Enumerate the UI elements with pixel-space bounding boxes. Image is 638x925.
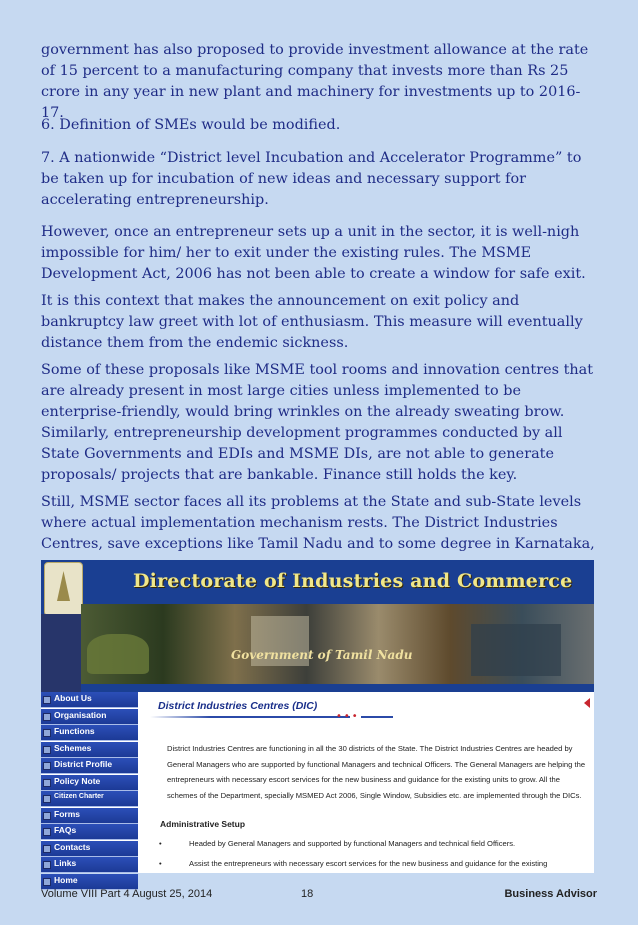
- site-content: District Industries Centres (DIC) ••• District Industries Centres are functioning in all the 30 districts of the State. The District Industries Centres are headed by General Managers who are supported by functional Managers and technical Officers. The General Managers are helping the entrepreneurs with necessary escort services for the new business and guidance for the existing units to grow. All the schemes of the Department, specially MSMED Act 2006, Single Window, Subsidies etc. are implemented through the DICs. Administrative Setup • Headed by General Managers and supported by functional Managers and technical field Officers. • Assist the entrepreneurs with necessary escort services for the new business and guidance for the existing: [146, 692, 594, 873]
- site-sidebar-nav: [41, 692, 138, 885]
- paragraph-proposals: Some of these proposals like MSME tool rooms and innovation centres that are already present in most large cities unless implemented to be enterprise-friendly, would bring wrinkles on the already sweating brow. Similarly, entrepreneurship development programmes conducted by all State Governments and EDIs and MSME DIs, are not able to generate proposals/ projects that are bankable. Finance still holds the key.: [41, 362, 593, 483]
- paragraph-investment-allowance: government has also proposed to provide investment allowance at the rate of 15 percent to a manufacturing company that invests more than Rs 25 crore in any year in new plant and machinery for investments up to 2016-17.: [41, 42, 589, 121]
- sidebar-item-label: Contacts: [54, 841, 91, 852]
- sidebar-item-label: Forms: [54, 808, 80, 819]
- paragraph-state-levels: Still, MSME sector faces all its problems at the State and sub-State levels where actual implementation mechanism rests. The District Industries Centres, save exceptions like Tamil Nadu and to some degree in Karnataka,: [41, 494, 595, 552]
- sidebar-item-functions[interactable]: [41, 725, 138, 741]
- paragraph-exit-rules: However, once an entrepreneur sets up a unit in the sector, it is well-nigh impossible for him/ her to exit under the existing rules. The MSME Development Act, 2006 has not been able to create a window for safe exit.: [41, 224, 586, 282]
- sidebar-item-policy-note[interactable]: [41, 775, 138, 791]
- sidebar-item-label: Schemes: [54, 742, 92, 753]
- scroll-arrow-icon[interactable]: [582, 697, 592, 709]
- footer-page-number: 18: [301, 888, 314, 900]
- website-screenshot: [41, 560, 594, 885]
- sidebar-item-citizen-charter[interactable]: [41, 791, 138, 807]
- sidebar-item-schemes[interactable]: [41, 742, 138, 758]
- sidebar-item-organisation[interactable]: [41, 709, 138, 725]
- paragraph-incubation-programme: 7. A nationwide “District level Incubation and Accelerator Programme” to be taken up for incubation of new ideas and necessary support for accelerating entrepreneurship.: [41, 150, 582, 208]
- page-footer: [41, 888, 597, 906]
- sidebar-item-label: District Profile: [54, 759, 113, 769]
- banner-subtitle: Government of Tamil Nadu: [231, 648, 413, 662]
- dic-description: District Industries Centres are functioning in all the 30 districts of the State. The District Industries Centres are headed by General Managers who are supported by functional Managers and technical Officers. The General Managers are helping the entrepreneurs with necessary escort services for the new business and guidance for the existing units to grow. All the schemes of the Department, specially MSMED Act 2006, Single Window, Subsidies etc. are implemented through the DICs.: [167, 744, 586, 800]
- sidebar-item-label: Functions: [54, 726, 95, 736]
- banner-photo-strip: [81, 604, 594, 684]
- site-banner: [41, 560, 594, 692]
- title-underline: [150, 716, 350, 718]
- sidebar-item-faqs[interactable]: [41, 824, 138, 840]
- sidebar-item-label: FAQs: [54, 825, 77, 835]
- sidebar-item-contacts[interactable]: [41, 841, 138, 857]
- banner-title: Directorate of Industries and Commerce: [133, 570, 573, 592]
- paragraph-exit-policy: It is this context that makes the announcement on exit policy and bankruptcy law greet with lot of enthusiasm. This measure will eventually distance them from the endemic sickness.: [41, 293, 583, 351]
- title-underline-end: [361, 716, 393, 718]
- sidebar-item-label: Policy Note: [54, 775, 101, 786]
- sidebar-item-label: About Us: [54, 693, 92, 703]
- footer-publication: Business Advisor: [504, 888, 597, 900]
- sidebar-item-district-profile[interactable]: [41, 758, 138, 774]
- admin-setup-heading: Administrative Setup: [160, 819, 246, 829]
- section-title: District Industries Centres (DIC): [158, 700, 318, 712]
- banner-pillar: [41, 614, 81, 692]
- sidebar-item-label: Home: [54, 874, 78, 885]
- sidebar-item-forms[interactable]: [41, 808, 138, 824]
- emblem-icon: [44, 562, 83, 616]
- footer-volume: Volume VIII Part 4 August 25, 2014: [41, 888, 213, 900]
- sidebar-item-label: Links: [54, 858, 77, 868]
- sidebar-item-label: Citizen Charter: [54, 793, 104, 800]
- title-dots: •••: [336, 711, 360, 722]
- sidebar-item-links[interactable]: [41, 857, 138, 873]
- sidebar-item-about-us[interactable]: [41, 692, 138, 708]
- paragraph-sme-definition: 6. Definition of SMEs would be modified.: [41, 117, 341, 133]
- sidebar-item-label: Organisation: [54, 709, 107, 720]
